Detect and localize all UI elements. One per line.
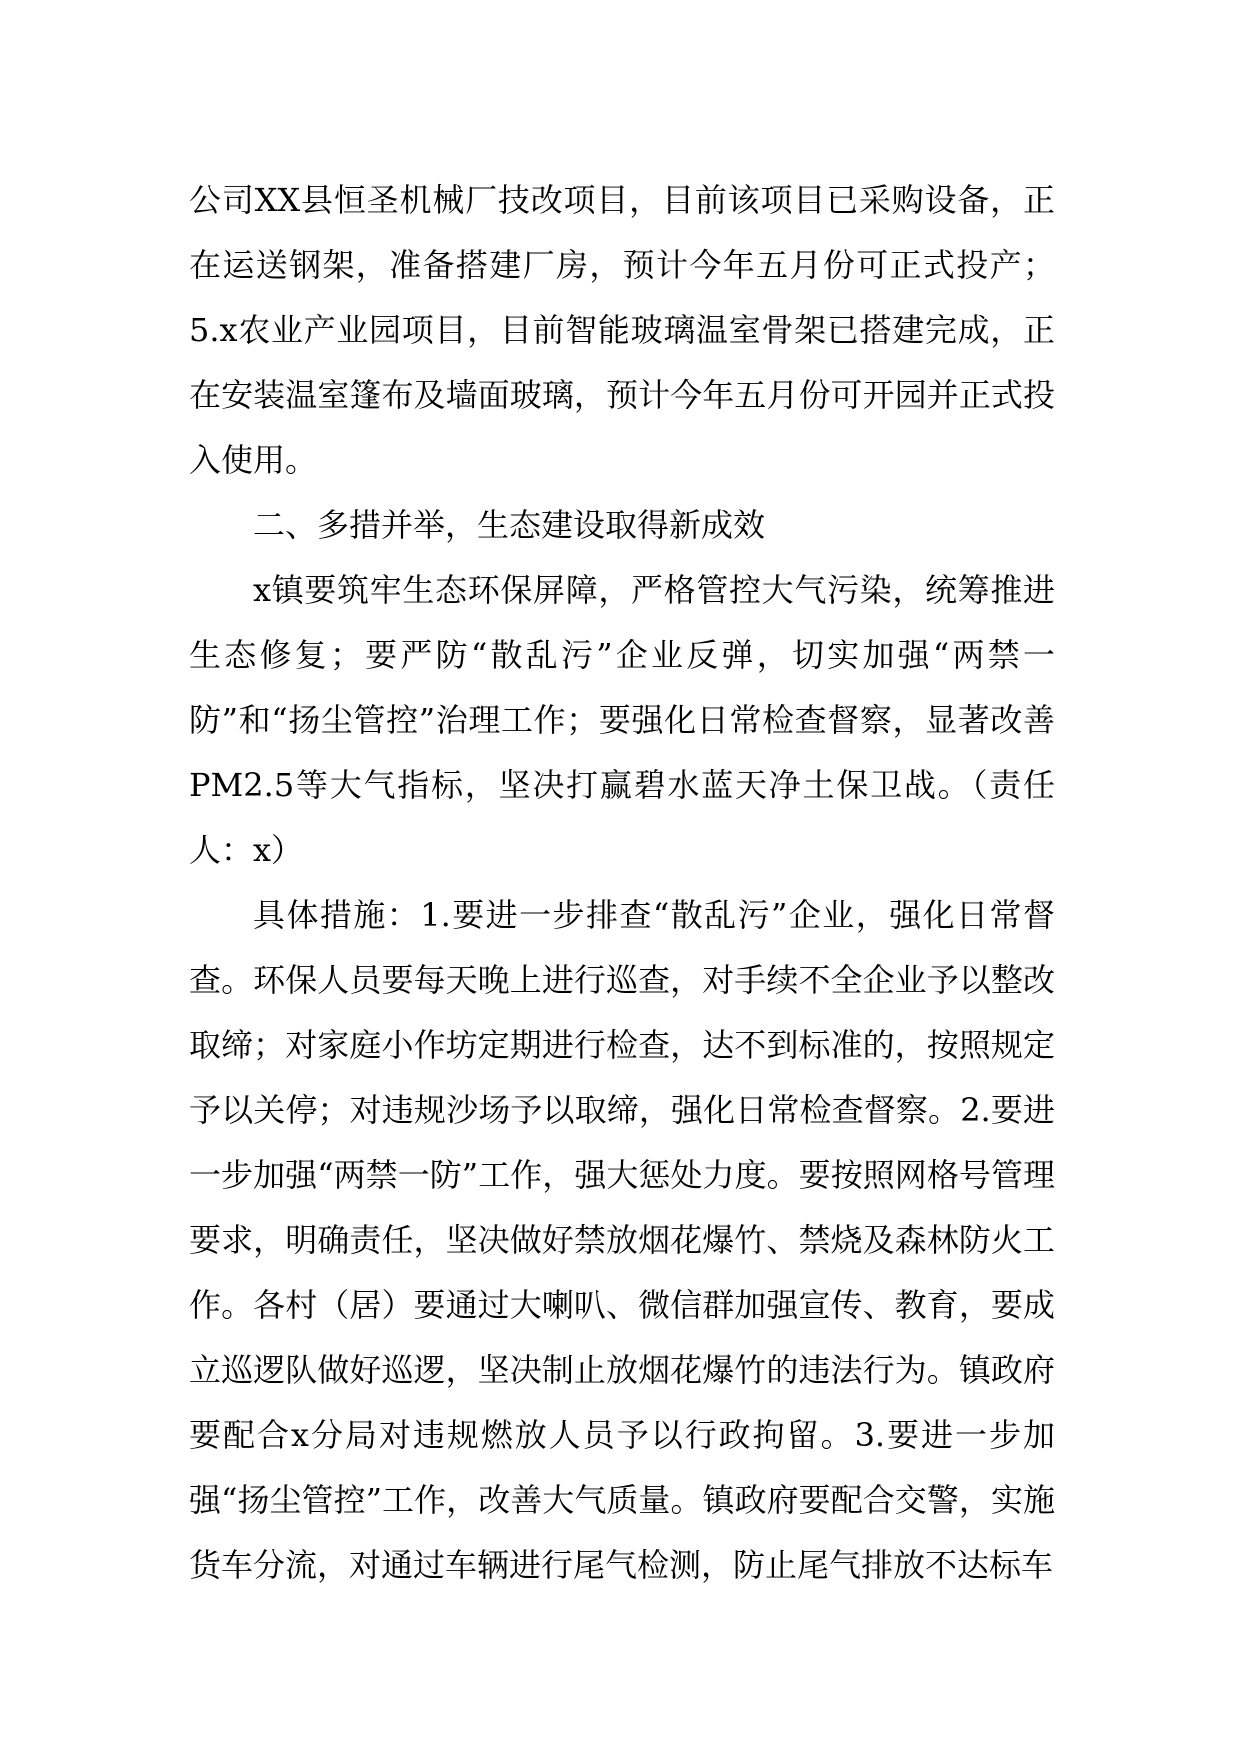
paragraph-ecology-goals: x镇要筑牢生态环保屏障，严格管控大气污染，统筹推进生态修复；要严防“散乱污”企业反弹，切实加强“两禁一防”和“扬尘管控”治理工作；要强化日常检查督察，显著改善PM2.5等大气指标，坚决打赢碧水蓝天净土保卫战。（责任人：x） xyxy=(189,571,1055,869)
document-page xyxy=(189,168,1055,1598)
paragraph-specific-measures: 具体措施：1.要进一步排查“散乱污”企业，强化日常督查。环保人员要每天晚上进行巡查，对手续不全企业予以整改取缔；对家庭小作坊定期进行检查，达不到标准的，按照规定予以关停；对违规沙场予以取缔，强化日常检查督察。2.要进一步加强“两禁一防”工作，强大惩处力度。要按照网格号管理要求，明确责任，坚决做好禁放烟花爆竹、禁烧及森林防火工作。各村（居）要通过大喇叭、微信群加强宣传、教育，要成立巡逻队做好巡逻，坚决制止放烟花爆竹的违法行为。镇政府要配合x分局对违规燃放人员予以行政拘留。3.要进一步加强“扬尘管控”工作，改善大气质量。镇政府要配合交警，实施货车分流，对通过车辆进行尾气检测，防止尾气排放不达标车 xyxy=(189,896,1055,1584)
section-heading-ecology: 二、多措并举，生态建设取得新成效 xyxy=(253,506,766,544)
paragraph-project-progress: 公司XX县恒圣机械厂技改项目，目前该项目已采购设备，正在运送钢架，准备搭建厂房，预计今年五月份可正式投产；5.x农业产业园项目，目前智能玻璃温室骨架已搭建完成，正在安装温室篷布及墙面玻璃，预计今年五月份可开园并正式投入使用。 xyxy=(189,181,1055,479)
